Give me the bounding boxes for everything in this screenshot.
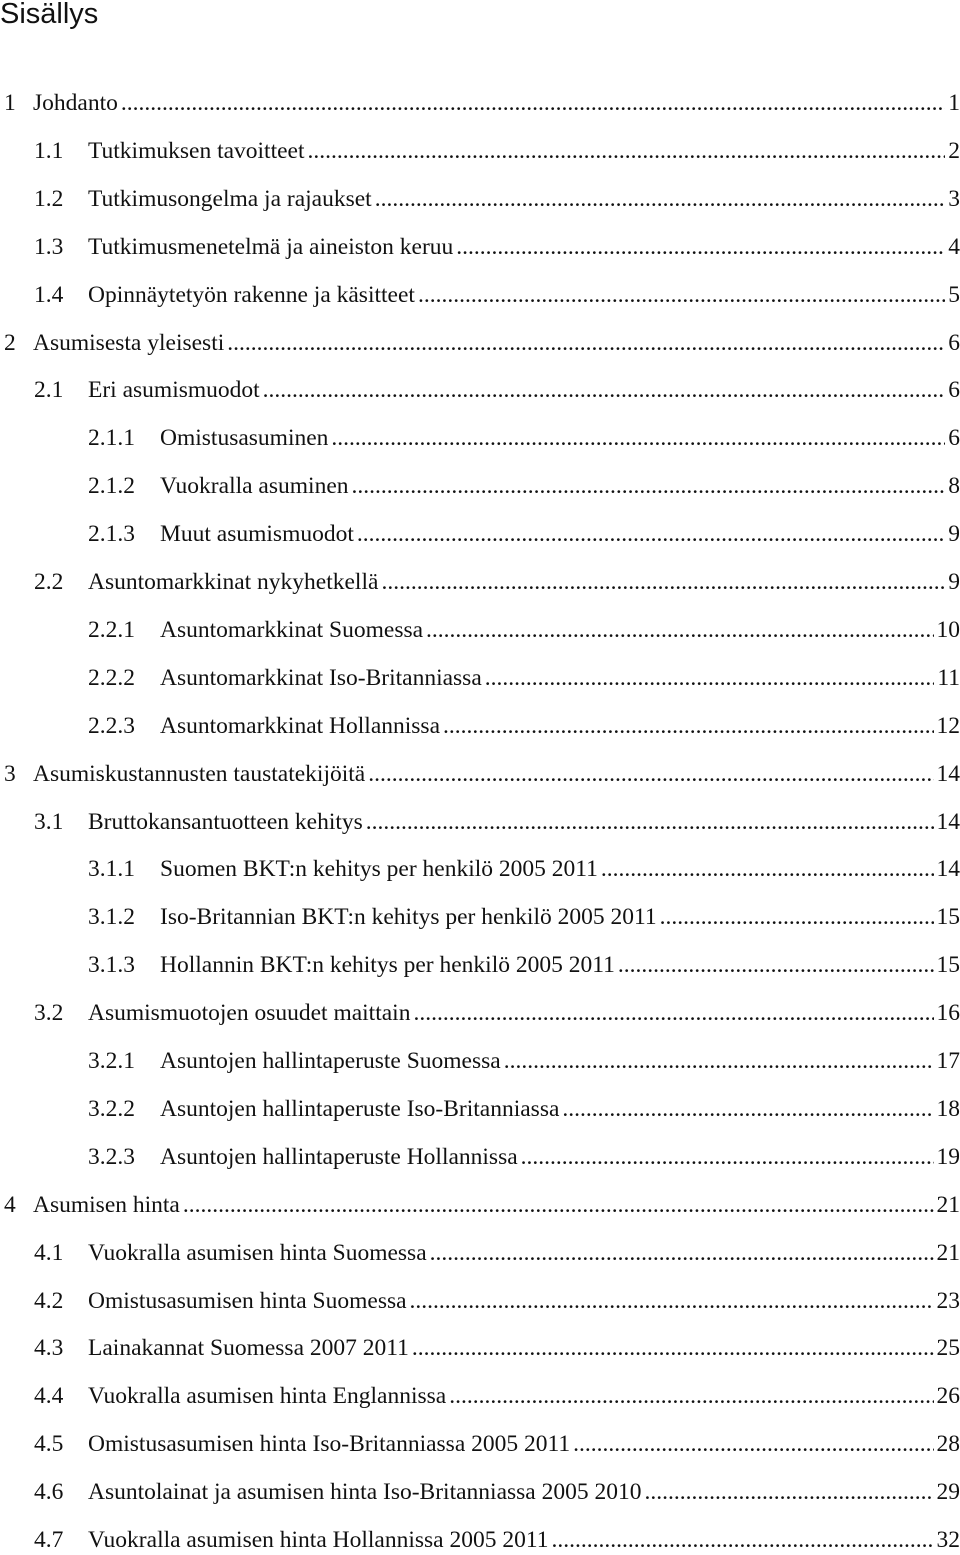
toc-entry-title: Asuntojen hallintaperuste Suomessa xyxy=(160,1046,501,1076)
toc-dot-leader xyxy=(410,1286,934,1316)
toc-entry-title: Omistusasumisen hinta Iso-Britanniassa 2005 2011 xyxy=(88,1429,570,1459)
toc-entry-title: Asuntojen hallintaperuste Iso-Britanniassa xyxy=(160,1094,559,1124)
toc-dot-leader xyxy=(618,950,934,980)
toc-dot-leader xyxy=(644,1477,933,1507)
toc-dot-leader xyxy=(413,998,933,1028)
toc-entry-number: 4.4 xyxy=(34,1381,63,1411)
toc-entry-page-number: 10 xyxy=(937,615,960,645)
toc-entry[interactable] xyxy=(0,136,960,166)
toc-dot-leader xyxy=(381,567,945,597)
toc-entry[interactable] xyxy=(0,1094,960,1124)
toc-entry-page-number: 14 xyxy=(937,807,960,837)
toc-entry-number: 1.3 xyxy=(34,232,63,262)
toc-entry-page-number: 18 xyxy=(937,1094,960,1124)
toc-entry-number: 2.1.1 xyxy=(88,423,135,453)
toc-entry-title: Eri asumismuodot xyxy=(88,375,260,405)
toc-entry[interactable] xyxy=(0,375,960,405)
toc-entry-page-number: 25 xyxy=(937,1333,960,1363)
toc-entry-page-number: 14 xyxy=(937,759,960,789)
toc-dot-leader xyxy=(430,1238,934,1268)
toc-entry[interactable] xyxy=(0,1477,960,1507)
toc-entry[interactable] xyxy=(0,1381,960,1411)
toc-entry[interactable] xyxy=(0,567,960,597)
toc-entry-number: 2.2.2 xyxy=(88,663,135,693)
toc-entry-page-number: 21 xyxy=(937,1190,960,1220)
toc-dot-leader xyxy=(357,519,945,549)
toc-entry-number: 3.2.2 xyxy=(88,1094,135,1124)
toc-entry-page-number: 19 xyxy=(937,1142,960,1172)
toc-entry-title: Vuokralla asuminen xyxy=(160,471,349,501)
toc-dot-leader xyxy=(449,1381,933,1411)
toc-entry-number: 3 xyxy=(4,759,16,789)
toc-entry-title: Tutkimusmenetelmä ja aineiston keruu xyxy=(88,232,453,262)
toc-entry-number: 1 xyxy=(4,88,16,118)
toc-dot-leader xyxy=(366,807,934,837)
toc-entry-title: Asuntolainat ja asumisen hinta Iso-Britanniassa 2005 2010 xyxy=(88,1477,641,1507)
toc-entry[interactable] xyxy=(0,615,960,645)
toc-entry-page-number: 26 xyxy=(937,1381,960,1411)
toc-entry[interactable] xyxy=(0,471,960,501)
toc-entry-number: 4.2 xyxy=(34,1286,63,1316)
toc-entry-page-number: 11 xyxy=(937,663,960,693)
toc-dot-leader xyxy=(227,328,945,358)
toc-entry-number: 4.7 xyxy=(34,1525,63,1555)
toc-dot-leader xyxy=(562,1094,933,1124)
toc-entry-number: 2.1.3 xyxy=(88,519,135,549)
toc-entry-page-number: 17 xyxy=(937,1046,960,1076)
toc-entry[interactable] xyxy=(0,1429,960,1459)
toc-entry[interactable] xyxy=(0,1190,960,1220)
toc-entry-title: Omistusasumisen hinta Suomessa xyxy=(88,1286,407,1316)
toc-entry-number: 1.1 xyxy=(34,136,63,166)
toc-entry-page-number: 6 xyxy=(948,375,960,405)
toc-entry-title: Asuntomarkkinat Iso-Britanniassa xyxy=(160,663,482,693)
toc-entry-title: Omistusasuminen xyxy=(160,423,328,453)
toc-entry-page-number: 12 xyxy=(937,711,960,741)
toc-entry-title: Muut asumismuodot xyxy=(160,519,354,549)
toc-entry[interactable] xyxy=(0,1046,960,1076)
toc-entry-title: Asumisesta yleisesti xyxy=(33,328,224,358)
toc-entry-number: 2.2 xyxy=(34,567,63,597)
toc-entry-number: 3.1.1 xyxy=(88,854,135,884)
toc-dot-leader xyxy=(331,423,945,453)
toc-entry-page-number: 32 xyxy=(937,1525,960,1555)
toc-entry-title: Asumismuotojen osuudet maittain xyxy=(88,998,410,1028)
toc-entry-number: 1.4 xyxy=(34,280,63,310)
toc-entry[interactable] xyxy=(0,998,960,1028)
toc-entry[interactable] xyxy=(0,902,960,932)
toc-entry-title: Asuntomarkkinat Hollannissa xyxy=(160,711,440,741)
toc-dot-leader xyxy=(121,88,945,118)
toc-entry-page-number: 15 xyxy=(937,902,960,932)
toc-entry-page-number: 28 xyxy=(937,1429,960,1459)
toc-entry-title: Asuntojen hallintaperuste Hollannissa xyxy=(160,1142,518,1172)
toc-entry-number: 3.1 xyxy=(34,807,63,837)
page-title: Sisällys xyxy=(0,0,98,32)
toc-entry-title: Opinnäytetyön rakenne ja käsitteet xyxy=(88,280,415,310)
toc-entry[interactable] xyxy=(0,1333,960,1363)
toc-entry-page-number: 23 xyxy=(937,1286,960,1316)
toc-entry-title: Tutkimuksen tavoitteet xyxy=(88,136,305,166)
toc-entry-number: 2.2.3 xyxy=(88,711,135,741)
toc-entry[interactable] xyxy=(0,519,960,549)
toc-dot-leader xyxy=(485,663,935,693)
toc-entry-page-number: 15 xyxy=(937,950,960,980)
toc-entry-number: 2.1 xyxy=(34,375,63,405)
toc-entry[interactable] xyxy=(0,232,960,262)
toc-entry-number: 2.2.1 xyxy=(88,615,135,645)
toc-dot-leader xyxy=(412,1333,934,1363)
toc-entry-number: 1.2 xyxy=(34,184,63,214)
toc-entry[interactable] xyxy=(0,423,960,453)
toc-entry-number: 4.5 xyxy=(34,1429,63,1459)
toc-dot-leader xyxy=(263,375,946,405)
toc-entry-title: Johdanto xyxy=(33,88,118,118)
toc-entry-title: Suomen BKT:n kehitys per henkilö 2005 2011 xyxy=(160,854,598,884)
toc-entry-page-number: 21 xyxy=(937,1238,960,1268)
toc-entry[interactable] xyxy=(0,1238,960,1268)
toc-entry-page-number: 9 xyxy=(948,567,960,597)
toc-dot-leader xyxy=(418,280,945,310)
toc-dot-leader xyxy=(426,615,933,645)
toc-entry[interactable] xyxy=(0,328,960,358)
toc-entry-title: Lainakannat Suomessa 2007 2011 xyxy=(88,1333,409,1363)
toc-entry-page-number: 3 xyxy=(948,184,960,214)
toc-entry-number: 3.1.2 xyxy=(88,902,135,932)
toc-entry-page-number: 29 xyxy=(937,1477,960,1507)
toc-dot-leader xyxy=(573,1429,933,1459)
toc-entry-title: Tutkimusongelma ja rajaukset xyxy=(88,184,372,214)
toc-dot-leader xyxy=(521,1142,934,1172)
toc-entry[interactable] xyxy=(0,854,960,884)
toc-entry-title: Bruttokansantuotteen kehitys xyxy=(88,807,363,837)
toc-entry[interactable] xyxy=(0,184,960,214)
toc-entry-page-number: 6 xyxy=(948,423,960,453)
toc-entry-title: Asumisen hinta xyxy=(33,1190,180,1220)
toc-entry-page-number: 14 xyxy=(937,854,960,884)
toc-entry[interactable] xyxy=(0,950,960,980)
toc-entry-number: 3.1.3 xyxy=(88,950,135,980)
toc-entry-title: Vuokralla asumisen hinta Englannissa xyxy=(88,1381,446,1411)
toc-entry-title: Vuokralla asumisen hinta Suomessa xyxy=(88,1238,427,1268)
toc-dot-leader xyxy=(601,854,934,884)
toc-entry[interactable] xyxy=(0,711,960,741)
toc-entry-number: 3.2.3 xyxy=(88,1142,135,1172)
toc-entry-number: 3.2.1 xyxy=(88,1046,135,1076)
toc-entry-page-number: 5 xyxy=(948,280,960,310)
toc-dot-leader xyxy=(368,759,933,789)
toc-entry[interactable] xyxy=(0,759,960,789)
toc-entry-page-number: 2 xyxy=(948,136,960,166)
toc-entry-page-number: 1 xyxy=(948,88,960,118)
toc-entry-number: 4.6 xyxy=(34,1477,63,1507)
toc-entry-title: Hollannin BKT:n kehitys per henkilö 2005 2011 xyxy=(160,950,615,980)
toc-entry-title: Asumiskustannusten taustatekijöitä xyxy=(33,759,365,789)
toc-entry[interactable] xyxy=(0,663,960,693)
toc-dot-leader xyxy=(504,1046,934,1076)
toc-dot-leader xyxy=(660,902,934,932)
toc-entry-page-number: 6 xyxy=(948,328,960,358)
toc-entry-number: 3.2 xyxy=(34,998,63,1028)
toc-dot-leader xyxy=(308,136,946,166)
toc-entry-page-number: 8 xyxy=(948,471,960,501)
toc-entry-page-number: 16 xyxy=(937,998,960,1028)
toc-entry[interactable] xyxy=(0,88,960,118)
toc-entry[interactable] xyxy=(0,280,960,310)
toc-entry-page-number: 9 xyxy=(948,519,960,549)
toc-dot-leader xyxy=(183,1190,934,1220)
toc-entry-number: 4.1 xyxy=(34,1238,63,1268)
toc-entry-title: Iso-Britannian BKT:n kehitys per henkilö 2005 2011 xyxy=(160,902,657,932)
toc-entry-number: 4.3 xyxy=(34,1333,63,1363)
toc-entry-page-number: 4 xyxy=(948,232,960,262)
toc-dot-leader xyxy=(375,184,946,214)
toc-dot-leader xyxy=(443,711,933,741)
toc-dot-leader xyxy=(352,471,946,501)
toc-entry-title: Asuntomarkkinat Suomessa xyxy=(160,615,423,645)
toc-dot-leader xyxy=(456,232,945,262)
toc-entry-number: 2 xyxy=(4,328,16,358)
toc-entry-title: Asuntomarkkinat nykyhetkellä xyxy=(88,567,378,597)
toc-entry[interactable] xyxy=(0,1142,960,1172)
toc-entry[interactable] xyxy=(0,807,960,837)
toc-entry-title: Vuokralla asumisen hinta Hollannissa 2005 2011 xyxy=(88,1525,548,1555)
toc-entry-number: 2.1.2 xyxy=(88,471,135,501)
toc-entry[interactable] xyxy=(0,1286,960,1316)
toc-entry-number: 4 xyxy=(4,1190,16,1220)
